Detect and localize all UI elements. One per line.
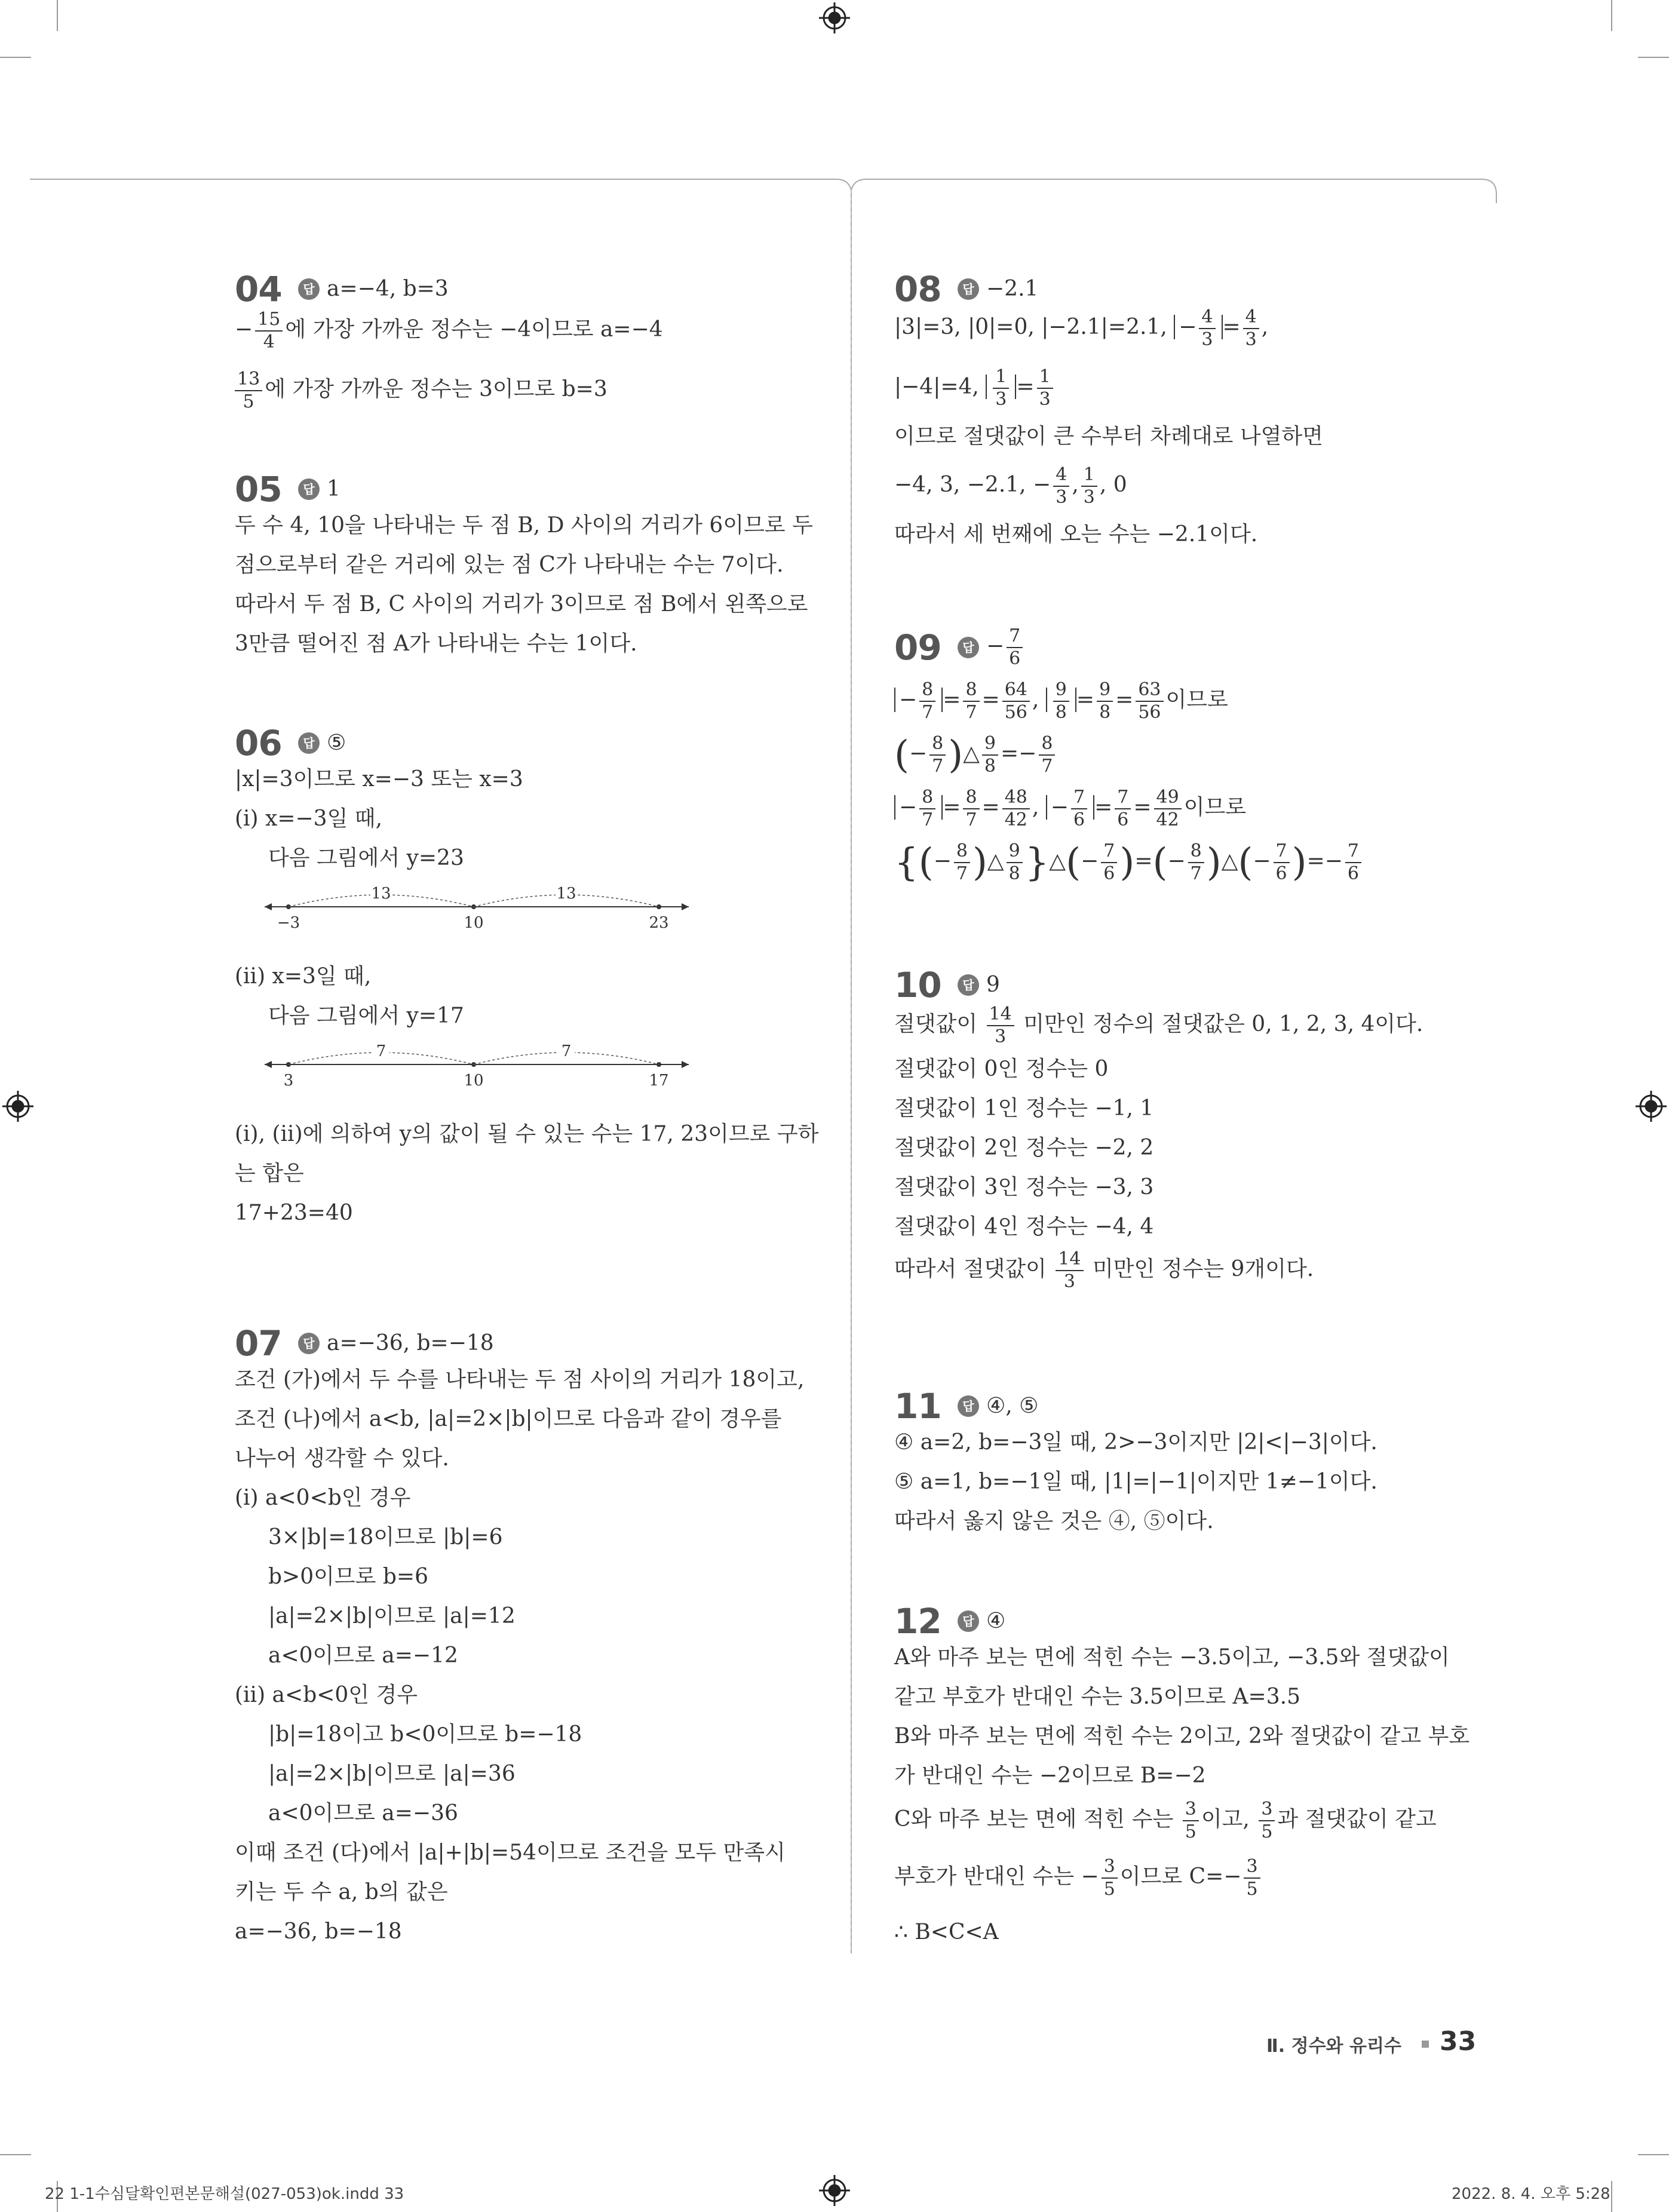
solution-line: ④ a=2, b=−3일 때, 2>−3이지만 |2|<|−3|이다. (894, 1430, 1377, 1455)
answer-badge: 답 (298, 1333, 320, 1354)
solution-line: 다음 그림에서 y=23 (268, 846, 464, 870)
registration-target-left (2, 1091, 33, 1122)
problem-number: 11 (894, 1386, 941, 1426)
solution-line: $\frac{13}{5}$ 에 가장 가까운 정수는 3이므로 b=3 (235, 370, 608, 411)
solution-line: 조건 (가)에서 두 수를 나타내는 두 점 사이의 거리가 18이고, (235, 1367, 805, 1392)
solution-line: ⑤ a=1, b=−1일 때, |1|=|−1|이지만 1≠−1이다. (894, 1469, 1377, 1494)
tick-label: 23 (649, 914, 669, 932)
solution-line: |3|=3, |0|=0, |−2.1|=2.1, − $\frac{4}{3}$ = $\frac{4}{3}$ , (894, 306, 1269, 350)
solution-line: 같고 부호가 반대인 수는 3.5이므로 A=3.5 (894, 1685, 1300, 1709)
arc-label: 13 (371, 885, 391, 903)
solution-line: (ⅱ) x=3일 때, (235, 964, 372, 989)
tick-label: 10 (464, 1072, 484, 1090)
answer-badge: 답 (958, 637, 979, 658)
solution-line: a=−36, b=−18 (235, 1919, 402, 1944)
registration-target-top (819, 2, 850, 33)
solution-line: 절댓값이 1인 정수는 −1, 1 (894, 1096, 1154, 1121)
solution-line: 부호가 반대인 수는 − $\frac{3}{5}$ 이므로 C=− $\frac{3}{5}$ (894, 1858, 1263, 1898)
solution-line: − $\frac{15}{4}$ 에 가장 가까운 정수는 −4이므로 a=−4 (235, 309, 663, 352)
solution-line: 조건 (나)에서 a<b, |a|=2×|b|이므로 다음과 같이 경우를 (235, 1407, 782, 1431)
solution-line: 절댓값이 $\frac{14}{3}$ 미만인 정수의 절댓값은 0, 1, 2, 3, 4이다. (894, 1004, 1423, 1047)
solution-line: (ⅰ) x=−3일 때, (235, 806, 383, 831)
answer-text: ⑤ (327, 731, 346, 755)
answer-text: a=−36, b=−18 (327, 1331, 494, 1355)
answer-text: 1 (327, 477, 340, 501)
solution-line: (− $\frac{8}{7}$ )△ $\frac{9}{8}$ =− $\frac{8}{7}$ (894, 735, 1057, 775)
problem-number: 09 (894, 627, 941, 668)
answer-text: ④ (986, 1609, 1006, 1633)
answer-badge: 답 (958, 1610, 979, 1632)
solution-line: 따라서 세 번째에 오는 수는 −2.1이다. (894, 522, 1258, 547)
solution-line: {(− $\frac{8}{7}$ )△ $\frac{9}{8}$ }△(− $\frac{7}{6}$ )=(− $\frac{8}{7}$ )△(− $\frac{7}{6}$ )=− $\frac{7}{6}$ (894, 842, 1364, 883)
answer-badge: 답 (298, 732, 320, 754)
solution-line: (ⅰ), (ⅱ)에 의하여 y의 값이 될 수 있는 수는 17, 23이므로 구하 (235, 1122, 819, 1146)
solution-line: a<0이므로 a=−36 (268, 1801, 458, 1826)
problem-number: 05 (235, 469, 282, 510)
answer-badge: 답 (298, 478, 320, 500)
tick-label: −3 (277, 914, 300, 932)
solution-line: 는 합은 (235, 1161, 304, 1186)
registration-target-right (1636, 1091, 1667, 1122)
solution-line: − $\frac{8}{7}$ = $\frac{8}{7}$ = $\frac{64}{56}$ , $\frac{9}{8}$ = $\frac{9}{8}$ = $\frac{63}{56}$ 이므로 (894, 681, 1228, 722)
problem-number: 06 (235, 723, 282, 763)
answer-text: a=−4, b=3 (327, 277, 449, 301)
solution-line: ∴ B<C<A (894, 1920, 999, 1944)
tick-label: 10 (464, 914, 484, 932)
answer-badge: 답 (958, 278, 979, 300)
solution-line: (ⅰ) a<0<b인 경우 (235, 1486, 411, 1510)
answer-text: ④, ⑤ (986, 1394, 1039, 1418)
answer-text: 9 (986, 972, 1000, 997)
arc-label: 7 (376, 1042, 386, 1060)
page-number: 33 (1440, 2026, 1477, 2057)
file-info: 22 1-1수심달확인편본문해설(027-053)ok.indd 33 (45, 2185, 404, 2203)
solution-line: 절댓값이 2인 정수는 −2, 2 (894, 1136, 1154, 1160)
solution-line: 3×|b|=18이므로 |b|=6 (268, 1525, 503, 1550)
number-line-2 (265, 1041, 695, 1094)
solution-line: 따라서 두 점 B, C 사이의 거리가 3이므로 점 B에서 왼쪽으로 (235, 592, 808, 616)
solution-line: 두 수 4, 10을 나타내는 두 점 B, D 사이의 거리가 6이므로 두 (235, 513, 813, 538)
problem-number: 10 (894, 965, 941, 1005)
solution-line: 따라서 옳지 않은 것은 ④, ⑤이다. (894, 1509, 1214, 1533)
registration-target-bottom (819, 2175, 850, 2206)
solution-line: 다음 그림에서 y=17 (268, 1004, 464, 1028)
solution-line: − $\frac{8}{7}$ = $\frac{8}{7}$ = $\frac{48}{42}$ , − $\frac{7}{6}$ = $\frac{7}{6}$ = $\frac{49}{42}$ 이므로 (894, 789, 1246, 829)
solution-line: |x|=3이므로 x=−3 또는 x=3 (235, 767, 523, 791)
solution-line: 나누어 생각할 수 있다. (235, 1446, 449, 1471)
answer-text: −2.1 (986, 277, 1039, 301)
solution-line: −4, 3, −2.1, − $\frac{4}{3}$ , $\frac{1}{3}$ , 0 (894, 464, 1127, 508)
chapter-separator (1422, 2041, 1429, 2048)
problem-number: 07 (235, 1323, 282, 1364)
solution-line: |−4|=4, $\frac{1}{3}$ = $\frac{1}{3}$ (894, 368, 1056, 409)
solution-line: 절댓값이 3인 정수는 −3, 3 (894, 1175, 1154, 1199)
solution-line: |a|=2×|b|이므로 |a|=36 (268, 1762, 516, 1786)
solution-line: a<0이므로 a=−12 (268, 1643, 458, 1668)
solution-line: 17+23=40 (235, 1201, 353, 1225)
arc-label: 13 (556, 885, 576, 903)
answer-text: − $\frac{7}{6}$ (986, 627, 1025, 668)
solution-line: 이때 조건 (다)에서 |a|+|b|=54이므로 조건을 모두 만족시 (235, 1840, 786, 1865)
answer-badge: 답 (298, 278, 320, 300)
problem-number: 12 (894, 1601, 941, 1642)
solution-line: 절댓값이 0인 정수는 0 (894, 1057, 1109, 1081)
solution-line: B와 마주 보는 면에 적힌 수는 2이고, 2와 절댓값이 같고 부호 (894, 1724, 1470, 1748)
print-timestamp: 2022. 8. 4. 오후 5:28 (1452, 2185, 1610, 2203)
solution-line: |a|=2×|b|이므로 |a|=12 (268, 1604, 516, 1628)
solution-line: 가 반대인 수는 −2이므로 B=−2 (894, 1763, 1206, 1788)
solution-line: A와 마주 보는 면에 적힌 수는 −3.5이고, −3.5와 절댓값이 (894, 1645, 1450, 1670)
solution-line: 따라서 절댓값이 $\frac{14}{3}$ 미만인 정수는 9개이다. (894, 1248, 1314, 1292)
solution-line: |b|=18이고 b<0이므로 b=−18 (268, 1722, 582, 1747)
tick-label: 17 (649, 1072, 669, 1090)
arc-label: 7 (561, 1042, 572, 1060)
answer-badge: 답 (958, 974, 979, 996)
solution-line: 3만큼 떨어진 점 A가 나타내는 수는 1이다. (235, 631, 637, 656)
number-line-1 (265, 883, 695, 937)
tick-label: 3 (283, 1072, 294, 1090)
solution-line: 점으로부터 같은 거리에 있는 점 C가 나타내는 수는 7이다. (235, 553, 784, 577)
problem-number: 04 (235, 269, 282, 309)
solution-line: b>0이므로 b=6 (268, 1564, 428, 1589)
solution-line: C와 마주 보는 면에 적힌 수는 $\frac{3}{5}$ 이고, $\frac{3}{5}$ 과 절댓값이 같고 (894, 1799, 1437, 1842)
answer-badge: 답 (958, 1395, 979, 1417)
chapter-title: Ⅱ. 정수와 유리수 (1266, 2036, 1401, 2057)
solution-line: (ⅱ) a<b<0인 경우 (235, 1683, 418, 1707)
problem-number: 08 (894, 269, 941, 309)
solution-line: 이므로 절댓값이 큰 수부터 차례대로 나열하면 (894, 424, 1323, 449)
solution-line: 절댓값이 4인 정수는 −4, 4 (894, 1214, 1154, 1239)
solution-line: 키는 두 수 a, b의 값은 (235, 1880, 448, 1904)
